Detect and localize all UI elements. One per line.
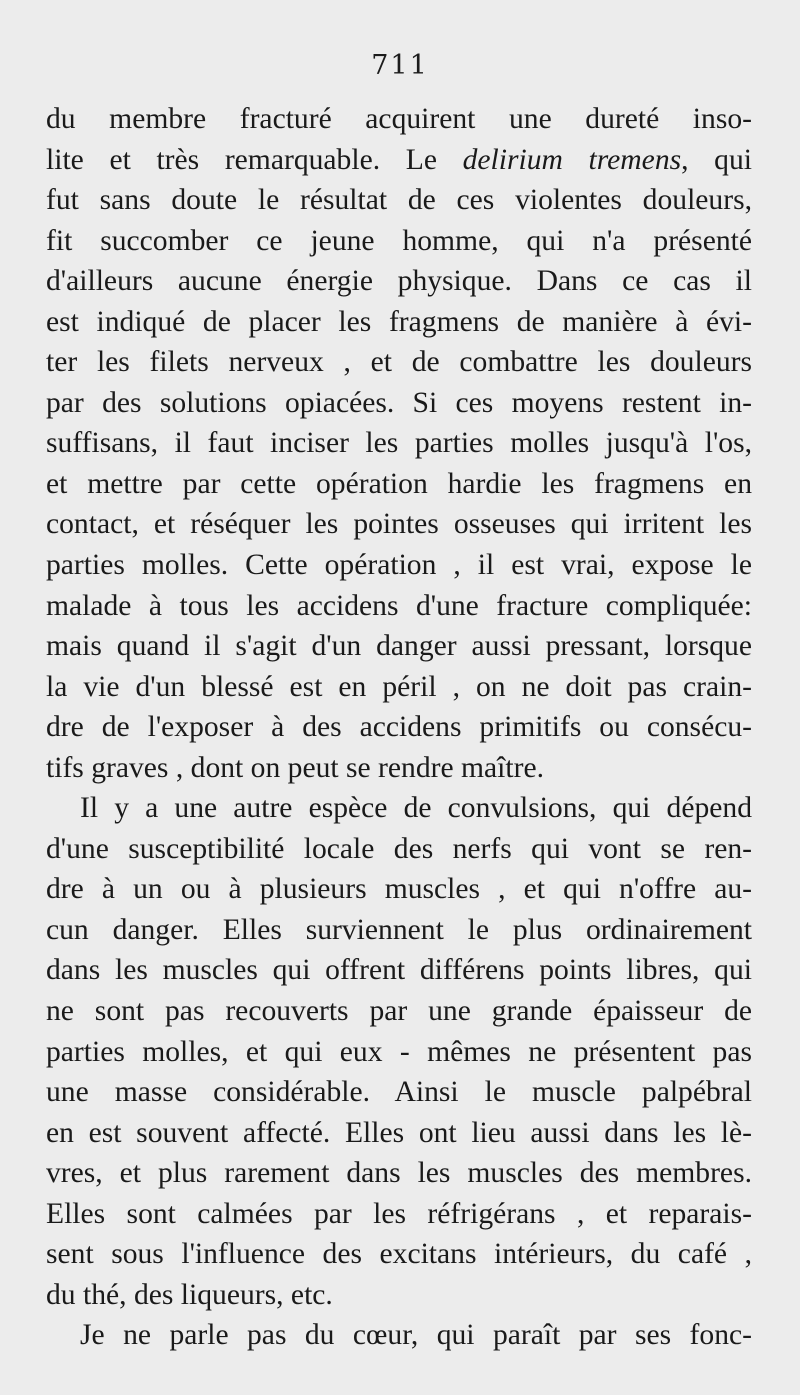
text-line: dre à un ou à plusieurs muscles , et qui n'offre au-: [46, 873, 752, 906]
paragraph-start-line: Je ne parle pas du cœur, qui paraît par ses fonc-: [80, 1319, 752, 1352]
text-line: Elles sont calmées par les réfrigérans , et reparais-: [46, 1197, 752, 1230]
body-text: [46, 99, 752, 1356]
text-line: sent sous l'influence des excitans intérieurs, du café ,: [46, 1238, 752, 1271]
text-segment: lite et très remarquable. Le: [46, 143, 463, 176]
text-line: d'ailleurs aucune énergie physique. Dans ce cas il: [46, 265, 752, 298]
italic-term: delirium tremens: [462, 143, 682, 176]
paragraph-start-line: Il y a une autre espèce de convulsions, qui dépend: [80, 792, 752, 825]
text-line: contact, et réséquer les pointes osseuses qui irritent les: [46, 508, 752, 541]
text-line: malade à tous les accidens d'une fracture compliquée:: [46, 589, 752, 622]
text-line: dre de l'exposer à des accidens primitifs ou consécu-: [46, 711, 752, 744]
text-line: fit succomber ce jeune homme, qui n'a présenté: [46, 224, 752, 257]
text-line: suffisans, il faut inciser les parties molles jusqu'à l'os,: [46, 427, 752, 460]
text-line: vres, et plus rarement dans les muscles des membres.: [46, 1157, 752, 1190]
text-line: dans les muscles qui offrent différens points libres, qui: [46, 954, 752, 987]
text-line: et mettre par cette opération hardie les fragmens en: [46, 467, 752, 500]
text-line: ne sont pas recouverts par une grande épaisseur de: [46, 995, 752, 1028]
page-number: 711: [371, 50, 429, 81]
text-line: cun danger. Elles surviennent le plus ordinairement: [46, 913, 752, 946]
text-line: en est souvent affecté. Elles ont lieu aussi dans les lè-: [46, 1116, 752, 1149]
text-line: par des solutions opiacées. Si ces moyens restent in-: [46, 386, 752, 419]
text-line: parties molles, et qui eux - mêmes ne présentent pas: [46, 1035, 752, 1068]
text-line: la vie d'un blessé est en péril , on ne doit pas crain-: [46, 670, 752, 703]
text-line: du membre fracturé acquirent une dureté inso-: [46, 103, 752, 135]
text-line: une masse considérable. Ainsi le muscle palpébral: [46, 1076, 752, 1109]
text-segment: , qui: [681, 143, 752, 176]
text-line: mais quand il s'agit d'un danger aussi pressant, lorsque: [46, 630, 752, 663]
text-line: d'une susceptibilité locale des nerfs qui vont se ren-: [46, 832, 752, 865]
text-line: tifs graves , dont on peut se rendre maître.: [46, 751, 545, 784]
text-line: [46, 140, 752, 181]
text-line: ter les filets nerveux , et de combattre les douleurs: [46, 346, 752, 379]
text-line: est indiqué de placer les fragmens de manière à évi-: [46, 305, 752, 338]
text-line: parties molles. Cette opération , il est vrai, expose le: [46, 549, 752, 582]
text-line: du thé, des liqueurs, etc.: [46, 1278, 333, 1311]
text-line: fut sans doute le résultat de ces violentes douleurs,: [46, 184, 752, 217]
